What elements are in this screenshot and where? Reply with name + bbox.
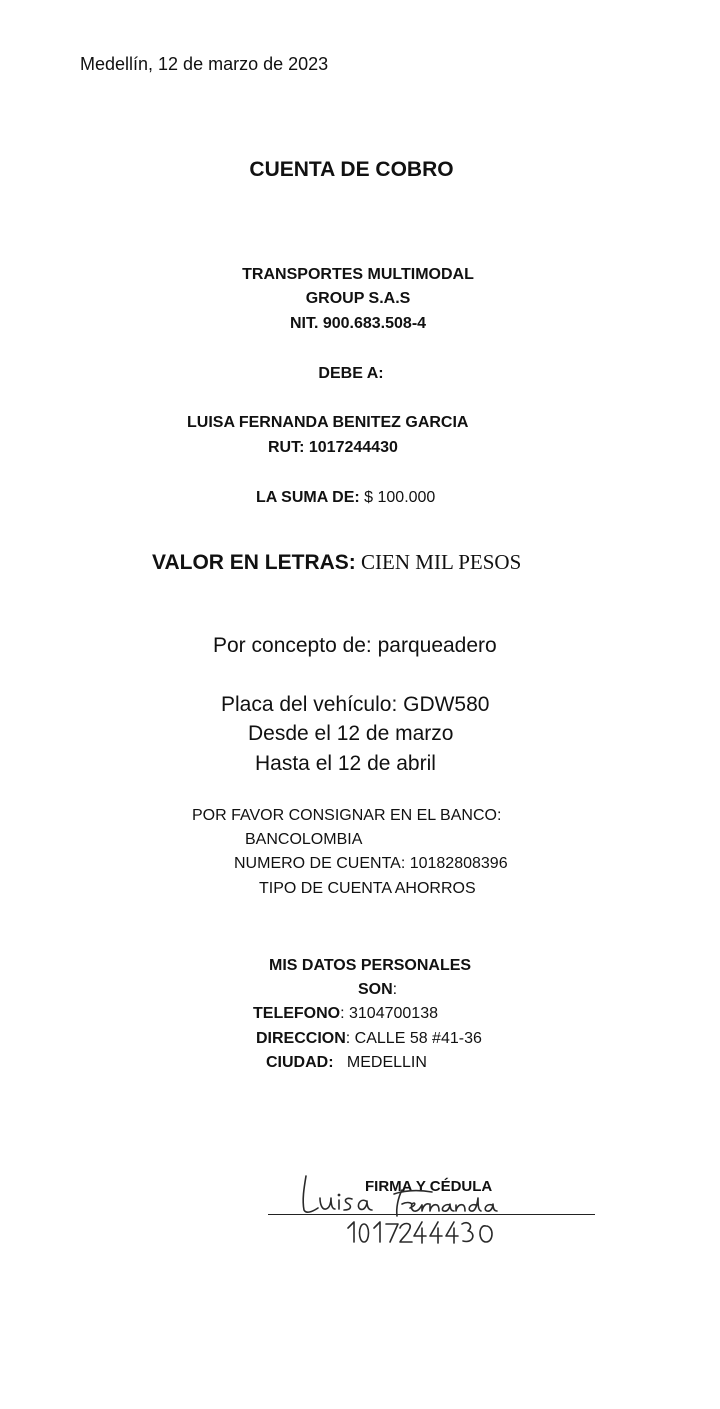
amount-label: LA SUMA DE:: [256, 489, 360, 506]
amount-line: [256, 489, 435, 507]
document-title: CUENTA DE COBRO: [249, 158, 454, 181]
phone-line: [253, 1005, 438, 1023]
city-line: [266, 1054, 427, 1072]
amount-in-words-value: CIEN MIL PESOS: [355, 550, 522, 574]
debe-a-heading: DEBE A:: [318, 365, 384, 382]
personal-data-heading: MIS DATOS PERSONALES: [269, 957, 472, 974]
address-label: DIRECCION: [256, 1030, 346, 1047]
city-value: MEDELLIN: [333, 1054, 427, 1071]
amount-in-words-line: [152, 550, 521, 575]
personal-data-son: [358, 981, 397, 999]
company-nit: NIT. 900.683.508-4: [289, 315, 427, 332]
son-label: SON: [358, 981, 393, 998]
phone-value: : 3104700138: [340, 1005, 438, 1022]
address-line: [256, 1030, 482, 1048]
period-start: Desde el 12 de marzo: [248, 722, 454, 745]
vehicle-plate: Placa del vehículo: GDW580: [221, 693, 490, 716]
period-end: Hasta el 12 de abril: [255, 752, 436, 775]
company-name-line1: TRANSPORTES MULTIMODAL: [242, 266, 474, 283]
amount-value: $ 100.000: [359, 489, 436, 506]
phone-label: TELEFONO: [253, 1005, 341, 1022]
bank-name: BANCOLOMBIA: [245, 831, 363, 848]
company-name-line2: GROUP S.A.S: [305, 290, 411, 307]
creditor-rut: RUT: 1017244430: [268, 439, 398, 456]
handwritten-signature: [298, 1168, 513, 1248]
concept-line: Por concepto de: parqueadero: [213, 634, 497, 657]
city-label: CIUDAD:: [266, 1054, 334, 1071]
account-number: NUMERO DE CUENTA: 10182808396: [234, 855, 508, 872]
address-value: : CALLE 58 #41-36: [345, 1030, 482, 1047]
amount-in-words-label: VALOR EN LETRAS:: [152, 551, 356, 574]
account-type: TIPO DE CUENTA AHORROS: [259, 880, 476, 897]
son-colon: :: [392, 981, 398, 998]
document-date: Medellín, 12 de marzo de 2023: [80, 54, 329, 74]
signature-label: FIRMA Y CÉDULA: [365, 1178, 493, 1195]
bank-instruction: POR FAVOR CONSIGNAR EN EL BANCO:: [192, 807, 502, 824]
creditor-name: LUISA FERNANDA BENITEZ GARCIA: [187, 414, 469, 431]
